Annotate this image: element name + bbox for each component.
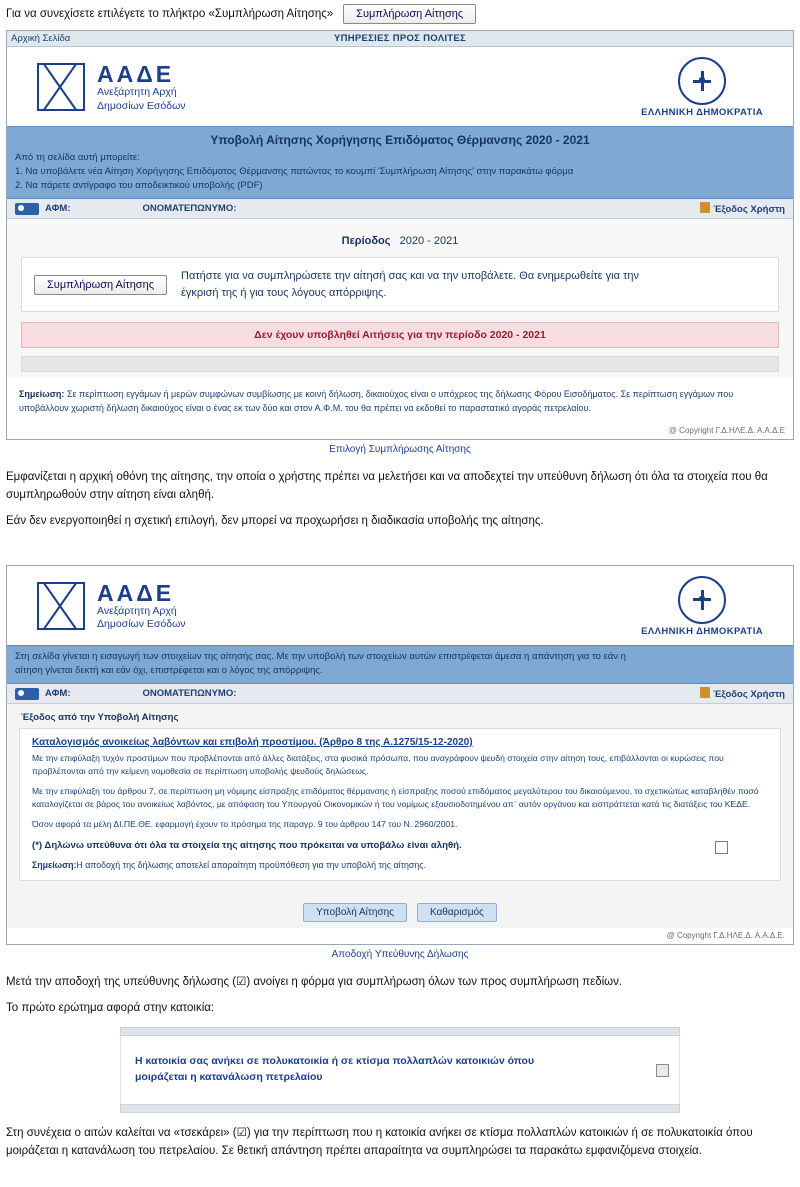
period-label: Περίοδος — [341, 235, 391, 248]
application-banner-title: Υποβολή Αίτησης Χορήγησης Επιδόματος Θέρμανσης 2020 - 2021 — [210, 133, 590, 147]
hellenic-republic-seal-icon — [678, 576, 726, 624]
aade-logo-group-2 — [37, 581, 186, 631]
period-value: 2020 - 2021 — [399, 235, 459, 248]
declaration-checkbox[interactable] — [715, 841, 728, 854]
hellenic-republic-label-2: ΕΛΛΗΝΙΚΗ ΔΗΜΟΚΡΑΤΙΑ — [641, 625, 763, 637]
user-badge-icon — [15, 203, 39, 215]
paragraph-1: Εμφανίζεται η αρχική οθόνη της αίτησης, την οποία ο χρήστης πρέπει να μελετήσει και να αποδεχτεί την υπεύθυνη δήλωση ότι όλα τα στοιχεία που θα συμπληρωθούν στην αίτηση είναι αληθή. — [6, 471, 768, 502]
caption-2: Αποδοχή Υπεύθυνης Δήλωσης — [331, 948, 469, 960]
user-logout-label-2: Έξοδος Χρήστη — [713, 689, 785, 701]
residence-question-line2: μοιράζεται η κατανάλωση πετρελαίου — [135, 1071, 323, 1084]
paragraph-5: Στη συνέχεια ο αιτών καλείται να «τσεκάρει» (☑) για την περίπτωση που η κατοικία ανήκει σε κτίσμα πολλαπλών κατοικιών ή σε πολυκατοικία όπου μοιράζεται η κατανάλωση του πετρελαίου. Σε θετική απάντηση πρέπει απαραίτητα να συμπληρώσει τα παρακάτω εμφανιζόμενα στοιχεία. — [6, 1126, 753, 1157]
form-note-label: Σημείωση: — [19, 389, 65, 400]
home-page-link[interactable]: Αρχική Σελίδα — [11, 33, 71, 44]
afm-label-2: ΑΦΜ: — [45, 688, 71, 700]
fill-application-panel — [21, 257, 779, 312]
services-title: ΥΠΗΡΕΣΙΕΣ ΠΡΟΣ ΠΟΛΙΤΕΣ — [333, 33, 467, 44]
user-strip-2 — [7, 684, 793, 704]
form-note — [7, 378, 793, 423]
aade-logo-text-2 — [97, 581, 186, 631]
residence-question-line1: Η κατοικία σας ανήκει σε πολυκατοικία ή σε κτίσμα πολλαπλών κατοικιών όπου — [135, 1055, 535, 1068]
user-badge-icon — [15, 688, 39, 700]
aade-header — [7, 47, 793, 126]
screenshot-declaration — [6, 565, 794, 945]
afm-label: ΑΦΜ: — [45, 203, 71, 215]
aade-subtitle-line1: Ανεξάρτητη Αρχή — [97, 86, 177, 99]
no-applications-alert: Δεν έχουν υποβληθεί Αιτήσεις για την περίοδο 2020 - 2021 — [21, 322, 779, 348]
declaration-checkbox-label: (*) Δηλώνω υπεύθυνα ότι όλα τα στοιχεία της αίτησης που πρόκειται να υποβάλω είναι αληθή. — [32, 839, 462, 851]
application-form-body — [7, 219, 793, 378]
declaration-banner-line2: αίτηση γίνεται δεκτή και εάν όχι, επιστρέφεται και ο λόγος της απόρριψης. — [15, 664, 323, 676]
application-banner — [7, 126, 793, 199]
aade-logo-group — [37, 62, 186, 112]
aade-subtitle-2-line1: Ανεξάρτητη Αρχή — [97, 605, 177, 618]
declaration-buttons — [7, 889, 793, 928]
fullname-label: ΟΝΟΜΑΤΕΠΩΝΥΜΟ: — [142, 203, 237, 215]
application-banner-line1: Από τη σελίδα αυτή μπορείτε: — [15, 152, 140, 163]
form-note-text: Σε περίπτωση εγγάμων ή μερών συμφώνων συμβίωσης με κοινή δήλωση, δικαιούχος είναι ο υπόχρεος της δήλωσης Φόρου Εισοδήματος. Σε περίπτωση εγγάμων που υποβάλλουν χωριστή δήλωση δικαιούχος είναι ο ένας εκ των δύο και στον Α.Φ.Μ. του θα πρέπει να εκδοθεί το παραστατικό αγοράς πετρελαίου. — [19, 389, 734, 413]
fill-application-description-line1: Πατήστε για να συμπληρώσετε την αίτησή σας και να την υποβάλετε. Θα ενημερωθείτε για την — [181, 270, 639, 283]
browser-bar — [7, 31, 793, 47]
fill-application-button[interactable]: Συμπλήρωση Αίτησης — [34, 275, 167, 295]
exit-door-icon — [700, 687, 710, 698]
hellenic-republic-label: ΕΛΛΗΝΙΚΗ ΔΗΜΟΚΡΑΤΙΑ — [641, 107, 763, 118]
declaration-banner-line1: Στη σελίδα γίνεται η εισαγωγή των στοιχείων της αίτησής σας. Με την υποβολή των στοιχείων αυτών επιστρέφεται άμεσα η απάντηση για το εάν η — [15, 650, 626, 662]
question-top-bar — [120, 1027, 680, 1036]
declaration-paragraph-2: Με την επιφύλαξη του άρθρου 7, σε περίπτωση μη νόμιμης είσπραξης επιδόματος θέρμανσης ή είσπραξης ποσού επιδόματος μεγαλύτερου του δικαιούμενου, το σχετικώτως καταβληθέν ποσό καταλογίζεται σε βάρος του ανοικείως λαβόντος, με απόφαση του Υπουργού Οικονομικών ή του νομίμως εξουσιοδοτημένου απ᾽ αυτόν οργάνου και εισπράττεται κατά τις διατάξεις του ΚΕΔΕ. — [32, 786, 759, 809]
aade-logo-text — [97, 62, 186, 112]
exit-door-icon — [700, 202, 710, 213]
hellenic-republic-seal-icon — [678, 57, 726, 105]
fill-application-description — [181, 268, 639, 301]
caption-1: Επιλογή Συμπλήρωσης Αίτησης — [329, 444, 471, 456]
question-gap-bottom — [120, 1096, 680, 1104]
declaration-note-text: Η αποδοχή της δήλωσης αποτελεί απαραίτητη προϋπόθεση για την υποβολή της αίτησης. — [76, 859, 426, 870]
exit-application-link[interactable]: Έξοδος από την Υποβολή Αίτησης — [21, 712, 179, 724]
intro-text: Για να συνεχίσετε επιλέγετε το πλήκτρο «Συμπλήρωση Αίτησης» — [6, 8, 334, 20]
aade-brand-2: ΑΑΔΕ — [97, 580, 175, 607]
user-strip — [7, 199, 793, 219]
screenshot-residence-question — [120, 1027, 680, 1113]
declaration-body — [7, 704, 793, 888]
aade-subtitle-2-line2: Δημοσίων Εσόδων — [97, 618, 186, 631]
aade-header-2 — [7, 566, 793, 645]
intro-row — [0, 0, 800, 30]
paragraph-3: Μετά την αποδοχή της υπεύθυνης δήλωσης (☑) ανοίγει η φόρμα για συμπλήρωση όλων των προς συμπλήρωση πεδίων. — [6, 975, 623, 988]
aade-brand: ΑΑΔΕ — [97, 61, 175, 88]
declaration-note — [32, 860, 768, 870]
question-bottom-bar — [120, 1104, 680, 1113]
declaration-paragraph-3: Όσον αφορά τα μέλη ΔΙ.ΠΕ.ΘΕ. εφαρμογή έχουν το πρόσημα της παραγρ. 9 του άρθρου 147 του Ν. 2960/2001. — [32, 818, 458, 829]
aade-logo-icon — [37, 582, 85, 630]
declaration-paragraph-1: Με την επιφύλαξη τυχόν προστίμων που προβλέπονται από άλλες διατάξεις, στα φυσικά πρόσωπα, που αναγράφουν ψευδή στοιχεία στην αίτηση τους, επιβάλλονται οι κυρώσεις που προβλέπονται από την κείμενη νομοθεσία σε περίπτωση υποβολής ψευδούς δηλώσεως. — [32, 753, 724, 777]
copyright-1: @ Copyright Γ.Δ.ΗΛΕ.Δ. Α.Α.Δ.Ε — [7, 423, 793, 439]
declaration-note-label: Σημείωση: — [32, 859, 77, 870]
application-banner-line3: 2. Να πάρετε αντίγραφο του αποδεικτικού υποβολής (PDF) — [15, 179, 263, 191]
copyright-2: @ Copyright Γ.Δ.ΗΛΕ.Δ. Α.Α.Δ.Ε. — [7, 928, 793, 944]
aade-logo-icon — [37, 63, 85, 111]
user-logout-link[interactable] — [700, 202, 785, 215]
hellenic-republic-group — [641, 57, 763, 118]
paragraph-4: Το πρώτο ερώτημα αφορά στην κατοικία: — [6, 1001, 215, 1014]
fullname-label-2: ΟΝΟΜΑΤΕΠΩΝΥΜΟ: — [142, 688, 237, 700]
declaration-panel — [19, 728, 781, 880]
fill-application-button-inline[interactable]: Συμπλήρωση Αίτησης — [343, 4, 476, 24]
user-logout-link-2[interactable] — [700, 687, 785, 700]
penalty-article-link[interactable]: Καταλογισμός ανοικείως λαβόντων και επιβολή προστίμου. (Άρθρο 8 της Α.1275/15-12-2020) — [32, 737, 473, 749]
clear-form-button[interactable]: Καθαρισμός — [417, 903, 497, 922]
period-row — [21, 229, 779, 257]
question-gap-top — [120, 1036, 680, 1044]
hellenic-republic-group-2 — [641, 576, 763, 637]
paragraph-2: Εάν δεν ενεργοποιηθεί η σχετική επιλογή, δεν μπορεί να προχωρήσει η διαδικασία υποβολής της αίτησης. — [6, 514, 544, 527]
declaration-banner — [7, 645, 793, 685]
empty-results-strip — [21, 356, 779, 372]
declaration-checkbox-row — [32, 839, 768, 854]
aade-subtitle-line2: Δημοσίων Εσόδων — [97, 99, 186, 112]
screenshot-application-home — [6, 30, 794, 440]
submit-application-button[interactable]: Υποβολή Αίτησης — [303, 903, 407, 922]
residence-question-checkbox[interactable] — [656, 1064, 669, 1077]
residence-question-label — [135, 1054, 534, 1086]
user-logout-label: Έξοδος Χρήστη — [713, 204, 785, 216]
application-banner-line2: 1. Να υποβάλετε νέα Αίτηση Χορήγησης Επιδόματος Θέρμανσης πατώντας το κουμπί 'Συμπλήρωση Αίτησης' στην παρακάτω φόρμα — [15, 165, 574, 177]
fill-application-description-line2: έγκρισή της ή για τους λόγους απόρριψης. — [181, 286, 387, 299]
residence-question-row — [120, 1044, 680, 1096]
